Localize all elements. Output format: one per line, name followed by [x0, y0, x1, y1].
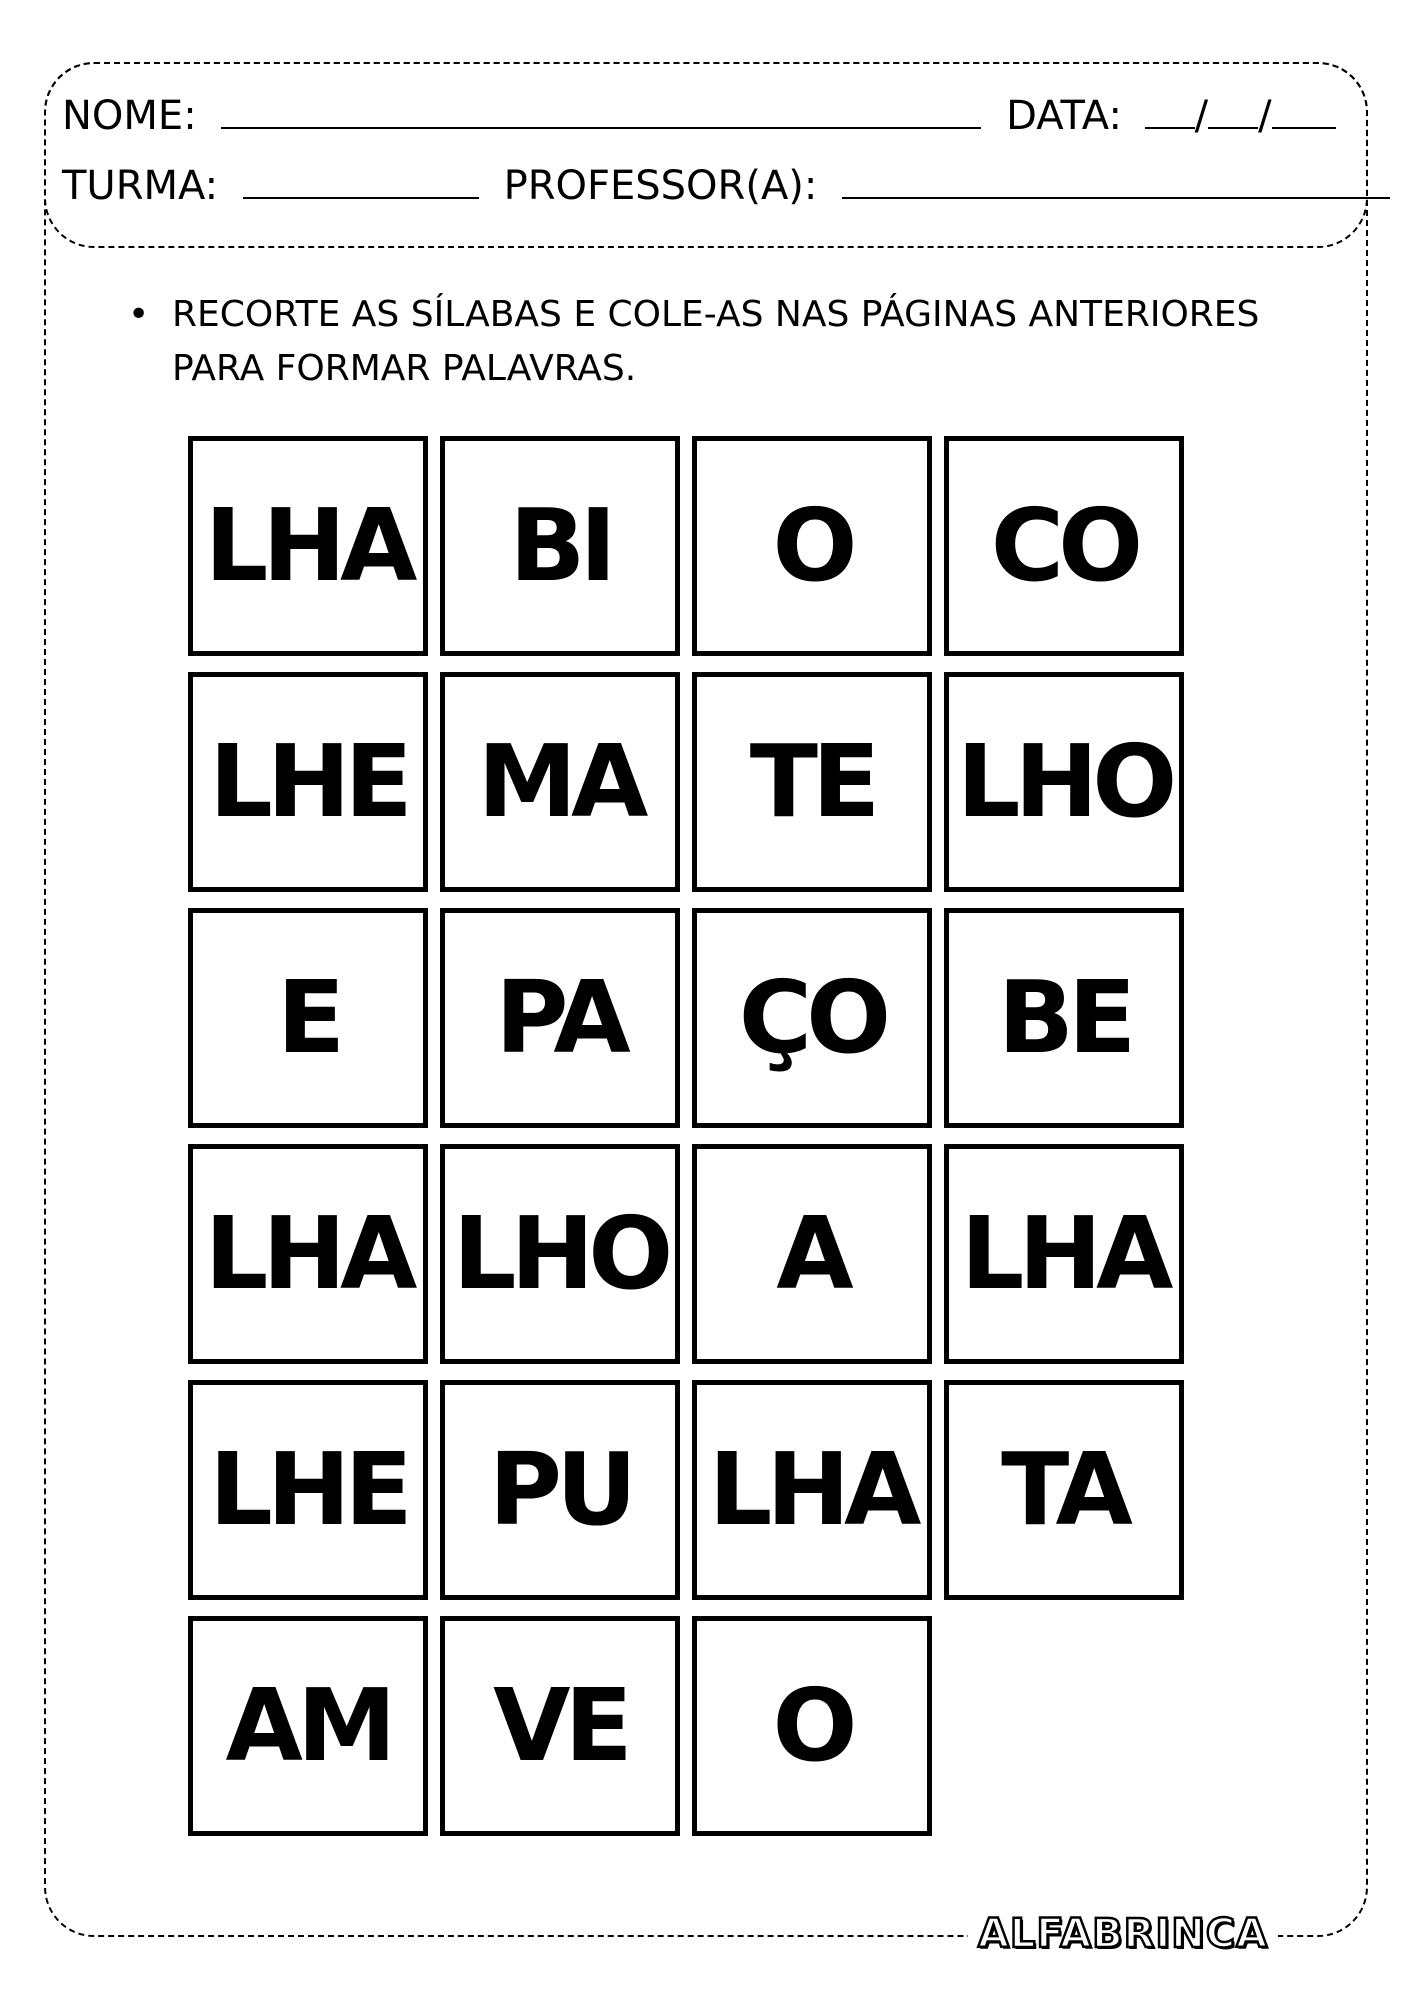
- instruction-line: PARA FORMAR PALAVRAS.: [172, 348, 637, 389]
- syllable-tile[interactable]: [440, 1380, 680, 1600]
- date-month-field[interactable]: [1208, 93, 1258, 129]
- teacher-label: PROFESSOR(A):: [503, 163, 818, 209]
- name-field[interactable]: [221, 93, 981, 129]
- syllable-text: E: [276, 959, 340, 1076]
- syllable-tile[interactable]: [440, 1616, 680, 1836]
- syllable-text: LHO: [452, 1195, 668, 1312]
- syllable-tile[interactable]: [692, 908, 932, 1128]
- syllable-text: LHE: [209, 1431, 407, 1548]
- syllable-text: AM: [225, 1667, 391, 1784]
- syllable-tile[interactable]: [692, 1616, 932, 1836]
- date-year-field[interactable]: [1272, 93, 1336, 129]
- date-day-field[interactable]: [1145, 93, 1195, 129]
- syllable-text: BI: [509, 487, 611, 604]
- instruction-line: RECORTE AS SÍLABAS E COLE-AS NAS PÁGINAS ANTERIORES: [172, 294, 1260, 335]
- syllable-text: LHA: [204, 487, 412, 604]
- syllable-text: O: [772, 1667, 852, 1784]
- syllable-text: LHA: [204, 1195, 412, 1312]
- syllable-text: A: [776, 1195, 848, 1312]
- syllable-text: LHE: [209, 723, 407, 840]
- name-label: NOME:: [62, 93, 197, 139]
- syllable-tile[interactable]: [188, 1616, 428, 1836]
- syllable-tile[interactable]: [440, 436, 680, 656]
- syllable-text: TA: [1001, 1431, 1127, 1548]
- class-row: [62, 162, 1390, 210]
- class-field[interactable]: [243, 163, 479, 199]
- syllable-tile[interactable]: [188, 672, 428, 892]
- date-label: DATA:: [1006, 93, 1122, 139]
- date-separator: /: [1258, 93, 1272, 139]
- teacher-field[interactable]: [842, 163, 1390, 199]
- syllable-tile[interactable]: [440, 1144, 680, 1364]
- syllable-tile[interactable]: [188, 436, 428, 656]
- syllable-text: VE: [493, 1667, 627, 1784]
- syllable-text: TE: [749, 723, 875, 840]
- logo-text: ALFABRINCA: [977, 1911, 1269, 1957]
- syllable-tile[interactable]: [944, 908, 1184, 1128]
- syllable-text: CO: [990, 487, 1138, 604]
- syllable-text: PU: [488, 1431, 632, 1548]
- syllable-text: LHO: [956, 723, 1172, 840]
- header-box: [44, 62, 1368, 248]
- syllable-text: LHA: [708, 1431, 916, 1548]
- bullet-icon: •: [128, 294, 150, 335]
- syllable-tile[interactable]: [188, 1380, 428, 1600]
- name-row: [62, 92, 1336, 140]
- syllable-tile[interactable]: [944, 1380, 1184, 1600]
- syllable-tile[interactable]: [692, 1144, 932, 1364]
- syllable-text: PA: [495, 959, 625, 1076]
- instruction-text: [172, 288, 1292, 396]
- date-separator: /: [1194, 93, 1209, 139]
- syllable-text: LHA: [960, 1195, 1168, 1312]
- syllable-tile[interactable]: [440, 908, 680, 1128]
- syllable-tile[interactable]: [440, 672, 680, 892]
- syllable-tile[interactable]: [944, 1144, 1184, 1364]
- syllable-tile[interactable]: [188, 908, 428, 1128]
- alfabrinca-logo: [968, 1904, 1278, 1964]
- syllable-tile[interactable]: [944, 672, 1184, 892]
- syllable-text: O: [772, 487, 852, 604]
- syllable-text: ÇO: [738, 959, 886, 1076]
- syllable-tile[interactable]: [692, 436, 932, 656]
- syllable-tile[interactable]: [944, 436, 1184, 656]
- syllable-text: MA: [477, 723, 643, 840]
- class-label: TURMA:: [62, 163, 219, 209]
- syllable-tile[interactable]: [692, 672, 932, 892]
- syllable-tile[interactable]: [692, 1380, 932, 1600]
- syllable-text: BE: [997, 959, 1131, 1076]
- syllable-tile[interactable]: [188, 1144, 428, 1364]
